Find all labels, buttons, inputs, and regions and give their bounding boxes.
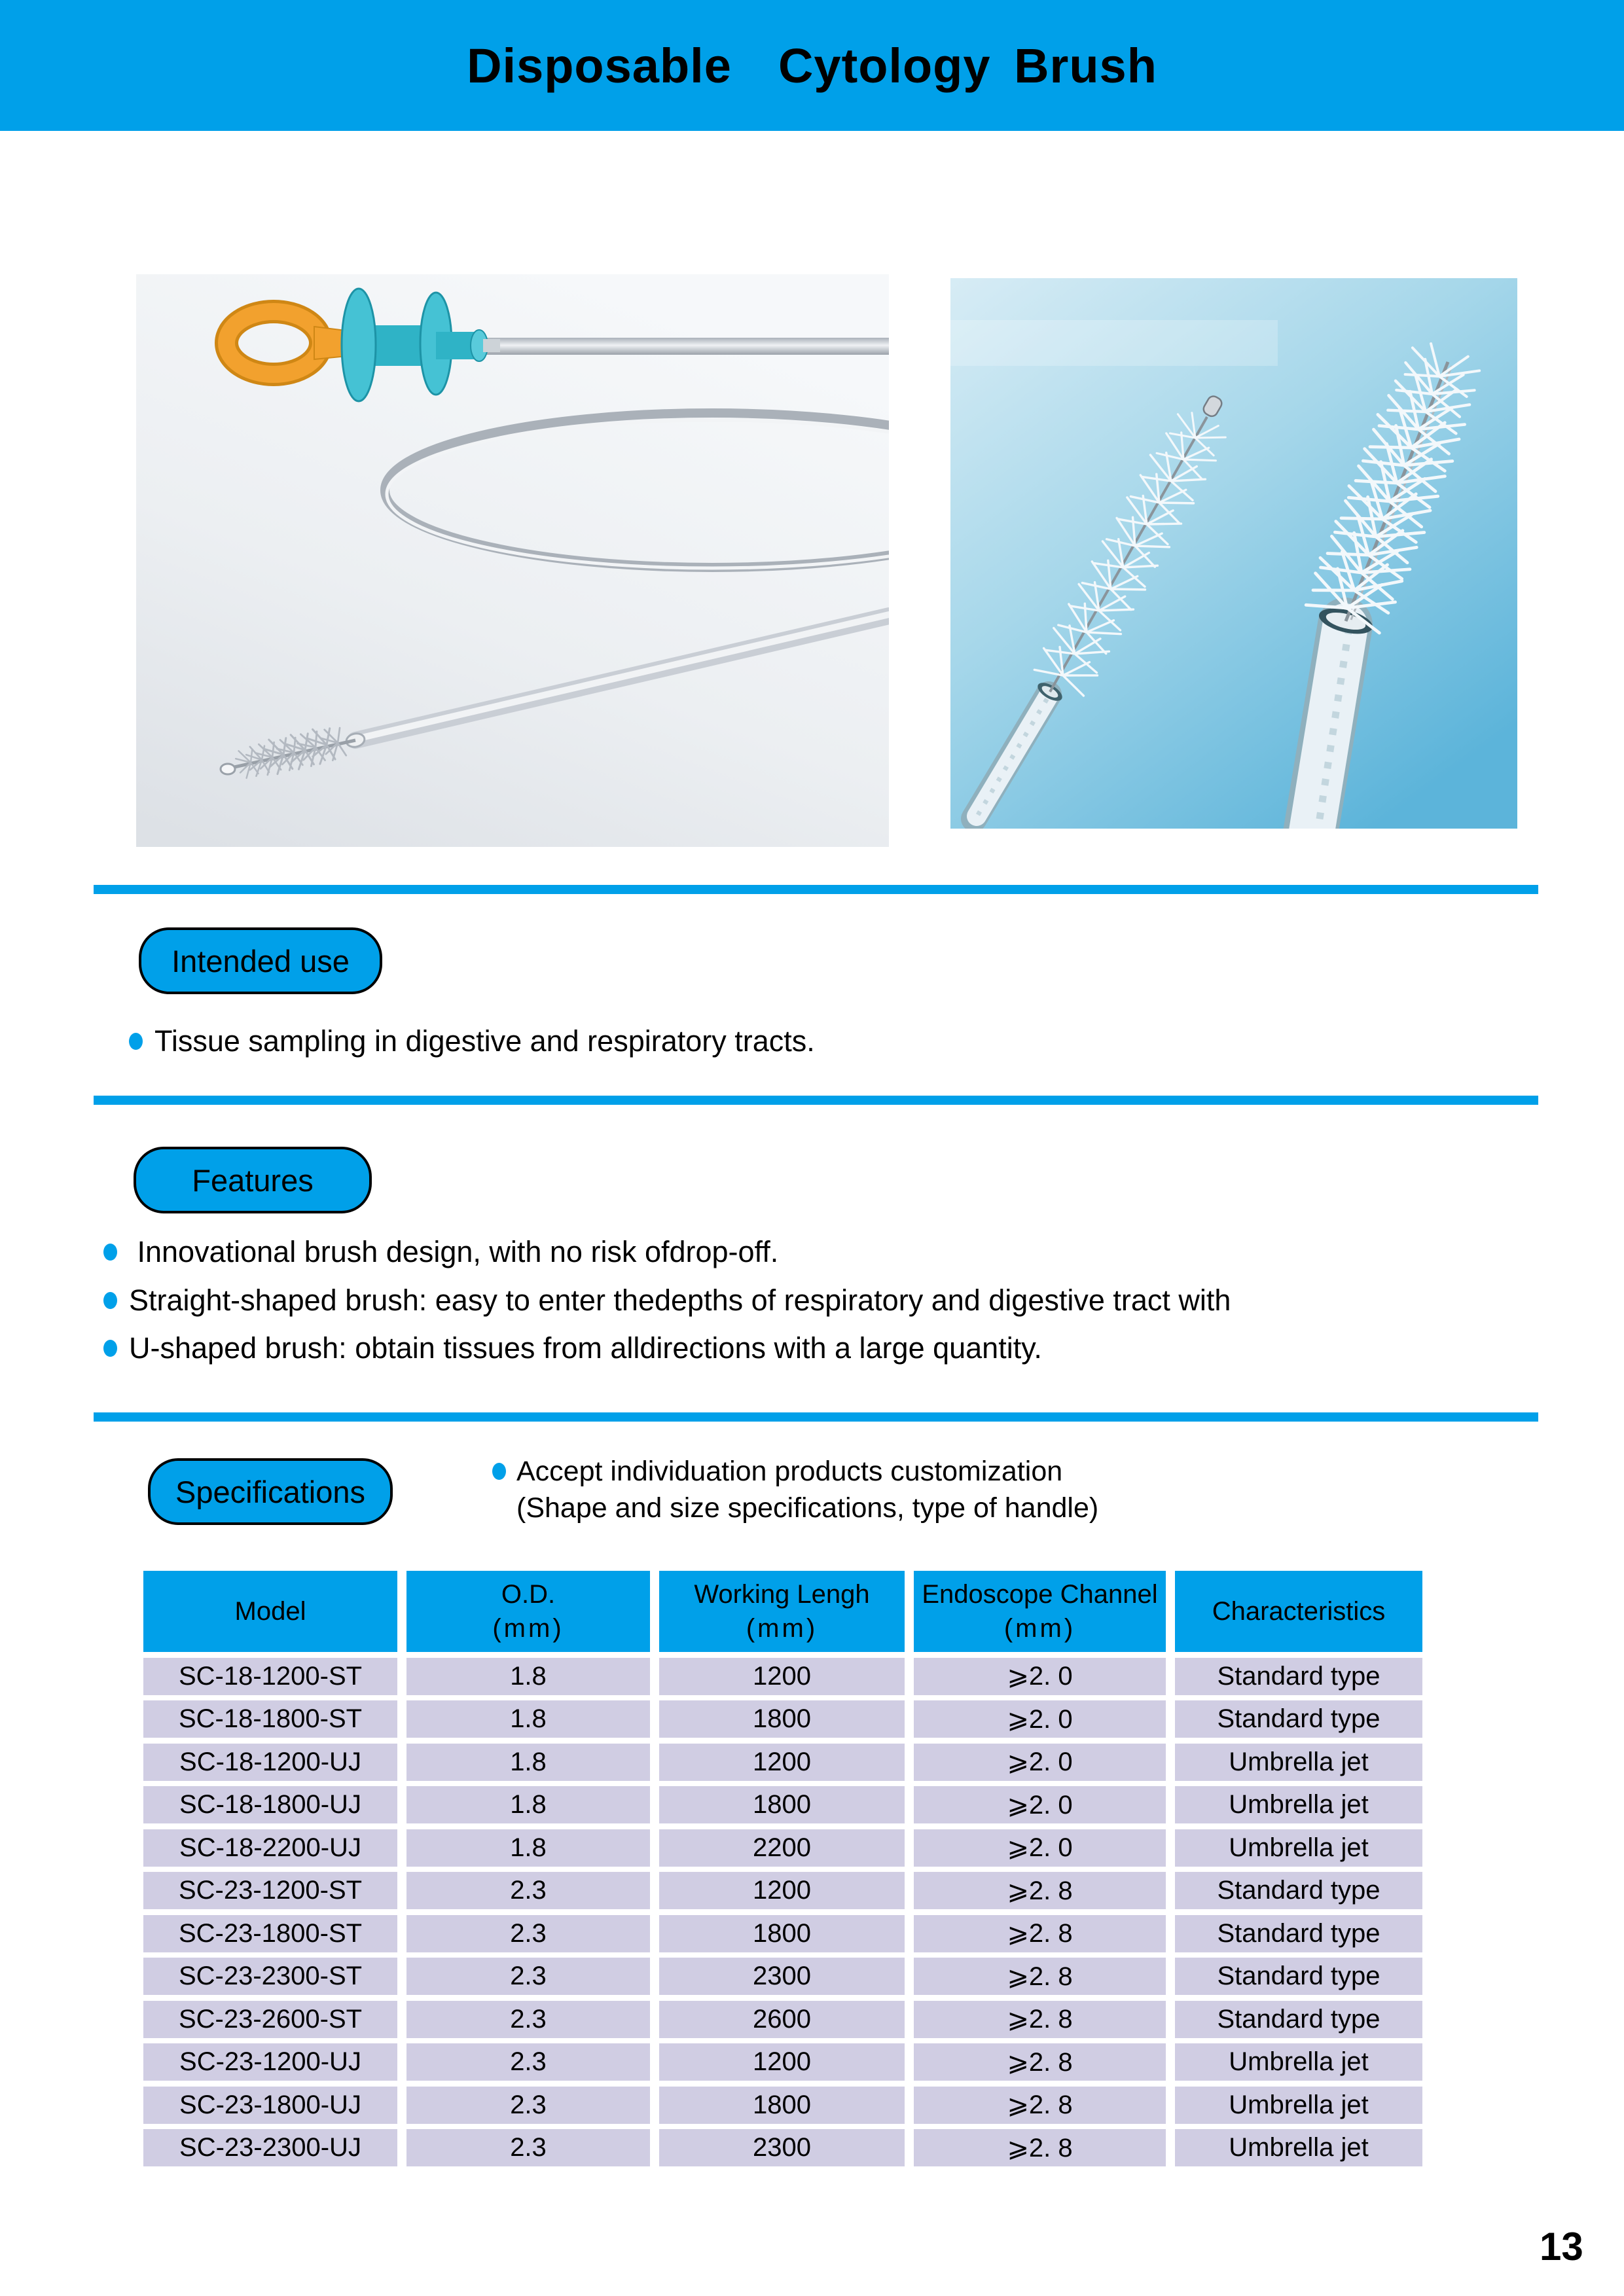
page-title: Disposable Cytology Brush — [467, 38, 1157, 93]
specifications-note — [492, 1453, 1098, 1526]
product-photo-brush-tips — [950, 278, 1517, 829]
column-title: Model — [234, 1597, 306, 1626]
specifications-label-text: Specifications — [175, 1474, 365, 1509]
table-header-cell — [914, 1571, 1166, 1652]
column-unit: (mm) — [746, 1614, 818, 1643]
section-divider — [94, 885, 1538, 894]
cell-od: 2.3 — [406, 2087, 650, 2124]
cell-endoscope-channel: ⩾2. 8 — [914, 1958, 1166, 1995]
page-number: 13 — [1540, 2225, 1583, 2269]
cell-od: 2.3 — [406, 1958, 650, 1995]
cell-endoscope-channel: ⩾2. 0 — [914, 1700, 1166, 1738]
specifications-note-line1: Accept individuation products customization — [516, 1456, 1063, 1487]
specifications-label — [148, 1458, 393, 1525]
cell-model: SC-23-1800-ST — [143, 1915, 397, 1952]
cell-working-length: 1200 — [659, 1744, 905, 1781]
cell-working-length: 2300 — [659, 1958, 905, 1995]
cell-working-length: 1800 — [659, 1700, 905, 1738]
table-header-cell — [406, 1571, 650, 1652]
cell-endoscope-channel: ⩾2. 0 — [914, 1658, 1166, 1695]
cell-working-length: 1200 — [659, 2043, 905, 2081]
specifications-table — [143, 1571, 1422, 2166]
cell-endoscope-channel: ⩾2. 0 — [914, 1829, 1166, 1867]
bullet-dot-icon — [103, 1292, 117, 1309]
cell-working-length: 1200 — [659, 1658, 905, 1695]
intended-use-label — [139, 927, 382, 994]
cell-od: 1.8 — [406, 1658, 650, 1695]
section-divider — [94, 1096, 1538, 1105]
column-title: Endoscope Channel — [922, 1580, 1158, 1609]
cell-od: 2.3 — [406, 2001, 650, 2038]
cell-od: 1.8 — [406, 1829, 650, 1867]
cell-working-length: 1800 — [659, 2087, 905, 2124]
cell-od: 2.3 — [406, 1872, 650, 1909]
cell-endoscope-channel: ⩾2. 0 — [914, 1786, 1166, 1823]
bullet-dot-icon — [129, 1033, 143, 1050]
cell-characteristics: Umbrella jet — [1175, 2043, 1422, 2081]
cell-od: 1.8 — [406, 1786, 650, 1823]
column-unit: (mm) — [492, 1614, 564, 1643]
features-label — [134, 1147, 372, 1213]
cell-od: 2.3 — [406, 2043, 650, 2081]
feature-text: Straight-shaped brush: easy to enter thedepths of respiratory and digestive tract with — [129, 1283, 1231, 1317]
handle-device-illustration — [136, 274, 889, 847]
cell-working-length: 2200 — [659, 1829, 905, 1867]
cell-working-length: 1800 — [659, 1915, 905, 1952]
cell-od: 1.8 — [406, 1744, 650, 1781]
section-divider — [94, 1412, 1538, 1422]
column-title: Working Lengh — [694, 1580, 870, 1609]
intended-use-label-text: Intended use — [171, 943, 350, 978]
cell-characteristics: Umbrella jet — [1175, 1744, 1422, 1781]
cell-model: SC-23-1800-UJ — [143, 2087, 397, 2124]
cell-characteristics: Standard type — [1175, 1658, 1422, 1695]
cell-working-length: 2600 — [659, 2001, 905, 2038]
cell-endoscope-channel: ⩾2. 8 — [914, 1872, 1166, 1909]
cell-model: SC-18-1200-ST — [143, 1658, 397, 1695]
table-header-cell — [1175, 1571, 1422, 1652]
cell-characteristics: Standard type — [1175, 1872, 1422, 1909]
cell-model: SC-23-2300-UJ — [143, 2129, 397, 2166]
cell-working-length: 2300 — [659, 2129, 905, 2166]
cell-od: 2.3 — [406, 1915, 650, 1952]
cell-characteristics: Standard type — [1175, 1958, 1422, 1995]
cell-endoscope-channel: ⩾2. 8 — [914, 2043, 1166, 2081]
feature-bullet — [103, 1280, 1231, 1321]
cell-endoscope-channel: ⩾2. 0 — [914, 1744, 1166, 1781]
cell-working-length: 1800 — [659, 1786, 905, 1823]
cell-characteristics: Standard type — [1175, 1915, 1422, 1952]
cell-model: SC-18-1200-UJ — [143, 1744, 397, 1781]
cell-model: SC-18-1800-UJ — [143, 1786, 397, 1823]
cell-endoscope-channel: ⩾2. 8 — [914, 2001, 1166, 2038]
feature-bullet — [103, 1232, 778, 1272]
cell-od: 2.3 — [406, 2129, 650, 2166]
column-title: O.D. — [501, 1580, 556, 1609]
cell-model: SC-18-1800-ST — [143, 1700, 397, 1738]
cell-model: SC-23-2300-ST — [143, 1958, 397, 1995]
bullet-dot-icon — [492, 1463, 506, 1480]
feature-text: U-shaped brush: obtain tissues from alldirections with a large quantity. — [129, 1331, 1042, 1365]
specifications-note-line2: (Shape and size specifications, type of handle) — [516, 1492, 1099, 1524]
cell-model: SC-23-1200-UJ — [143, 2043, 397, 2081]
bullet-dot-icon — [103, 1244, 117, 1261]
cell-characteristics: Standard type — [1175, 2001, 1422, 2038]
cell-model: SC-23-1200-ST — [143, 1872, 397, 1909]
table-header-cell — [143, 1571, 397, 1652]
cell-characteristics: Standard type — [1175, 1700, 1422, 1738]
cell-model: SC-23-2600-ST — [143, 2001, 397, 2038]
cell-characteristics: Umbrella jet — [1175, 2087, 1422, 2124]
page-header — [0, 0, 1624, 131]
cell-od: 1.8 — [406, 1700, 650, 1738]
cell-endoscope-channel: ⩾2. 8 — [914, 2087, 1166, 2124]
brush-tips-illustration — [950, 278, 1517, 829]
intended-use-bullet — [129, 1021, 815, 1062]
cell-endoscope-channel: ⩾2. 8 — [914, 2129, 1166, 2166]
cell-characteristics: Umbrella jet — [1175, 1829, 1422, 1867]
features-label-text: Features — [192, 1162, 314, 1198]
feature-text: Innovational brush design, with no risk ofdrop-off. — [129, 1235, 779, 1268]
table-header-cell — [659, 1571, 905, 1652]
intended-use-text: Tissue sampling in digestive and respiratory tracts. — [154, 1024, 815, 1058]
cell-characteristics: Umbrella jet — [1175, 2129, 1422, 2166]
cell-endoscope-channel: ⩾2. 8 — [914, 1915, 1166, 1952]
cell-working-length: 1200 — [659, 1872, 905, 1909]
feature-bullet — [103, 1328, 1042, 1369]
product-photo-handle — [136, 274, 889, 847]
cell-characteristics: Umbrella jet — [1175, 1786, 1422, 1823]
bullet-dot-icon — [103, 1340, 117, 1357]
column-title: Characteristics — [1212, 1597, 1386, 1626]
cell-model: SC-18-2200-UJ — [143, 1829, 397, 1867]
column-unit: (mm) — [1003, 1614, 1076, 1643]
